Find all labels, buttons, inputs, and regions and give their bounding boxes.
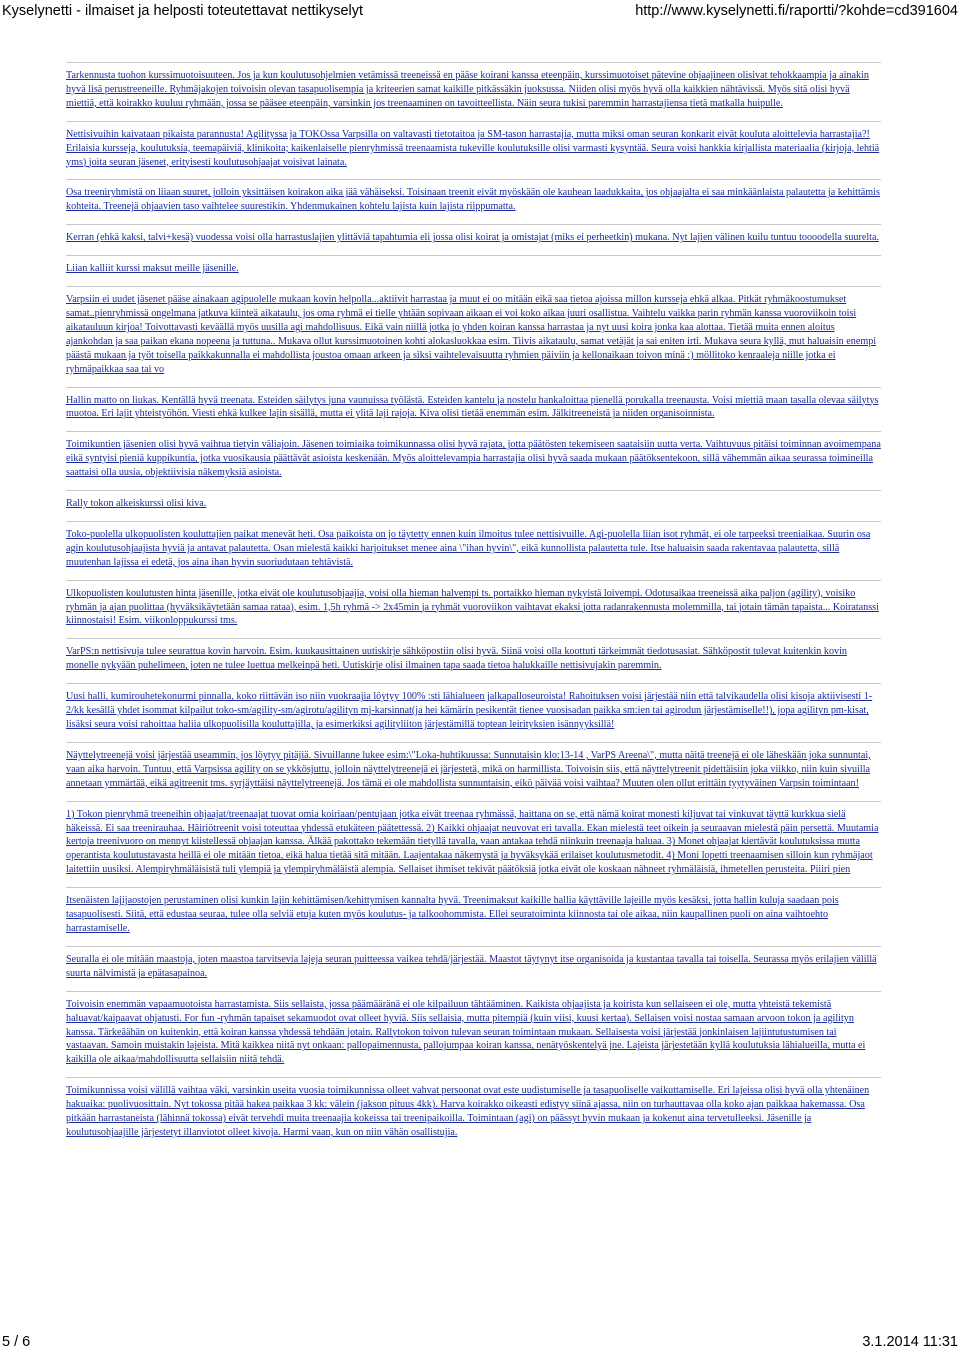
response-text[interactable]: Toko-puolella ulkopuolisten kouluttajien paikat menevät heti. Osa paikoista on jo täytetty ennen kuin ilmoitus tulee nettisivuille. Agi-puolella liian isot ryhmät, ei ole tarpeeksi treeniaikaa. Suurin osa agin koulutusohjaajista hyviä ja antavat palautetta. Osan mielestä kaikki harjoitukset menee aina \"ihan hyvin\", eikä kunnollista palautetta tule. Itse haluaisin saada rakentavaa palautetta, sillä muutenhan lajissa ei edetä, jos aina ihan hyvin suoriudutaan tehtävistä. bbox=[66, 528, 871, 568]
response-item bbox=[66, 683, 881, 742]
response-text[interactable]: Toimikunnissa voisi välillä vaihtaa väki, varsinkin useita vuosia toimikunnissa olleet vahvat persoonat ovat este uudistumiselle ja tasapuoliselle vaikuttamiselle. Eri lajeissa olisi hyvä olla yhtenäinen hakuaika: puolivuosittain. Nyt tokossa pitää hakea paikkaa 3 kk: välein (jakson pituus 4kk). Harva koirakko oikeasti edistyy siinä ajassa, niin on turhauttavaa olla koko ajan paikkaa hakemassa. Osa pitkään harrastaneista (lähinnä tokossa) eivät tervehdi muita treenaajia kokeissa tai treenipaikoilla. Toimintaan (agi) on päässyt hyvin mukaan ja kokenut aina tervetulleeksi. Jäsenille ja koulutusohjaajille järjestetyt illanviotot olleet kivoja. Harmi vaan, kun on niin vähän osallistujia. bbox=[66, 1085, 870, 1138]
print-header bbox=[0, 0, 960, 22]
response-text[interactable]: Osa treeniryhmistä on liiaan suuret, jolloin yksittäisen koirakon aika jää vähäiseksi. Toisinaan treenit eivät myöskään ole kauhean laadukkaita, jos ohjaajalta ei saa minkäänlaista palautetta ja kehittämis kohteita. Treenejä ohjaavien taso vaihtelee suurestikin. Yhdenmukainen kohtelu lajista kuin lajista riippumatta. bbox=[66, 187, 880, 213]
response-item bbox=[66, 224, 881, 255]
response-text[interactable]: Tarkennusta tuohon kurssimuotoisuuteen. Jos ja kun koulutusohjelmien vetämissä treeneissä en pääse koirani kanssa eteenpäin, kurssimuotoiset pätevine ohjaajineen olisivat tehokkaampia ja ainakin hyvä lisä perustreeneille. Ryhmäjakojen toivoisin olevan tasapuolisempia ja kriteerien samat kaikille pitkässäkin juoksussa. Niiden olisi myös hyvä olla kaikkien nähtävissä. Myös sitä olisi hyvä miettiä, että koirakko kuuluu ryhmään, jossa se pääsee eteenpäin, varsinkin jos treenaaminen on tavoitteellista. Näin seura tukisi paremmin harrastajiensa tietä matkalla huipulle. bbox=[66, 70, 869, 109]
response-text[interactable]: Liian kalliit kurssi maksut meille jäsenille. bbox=[66, 263, 239, 275]
page-url: http://www.kyselynetti.fi/raportti/?kohde=cd391604 bbox=[635, 3, 958, 19]
response-text[interactable]: Rally tokon alkeiskurssi olisi kiva. bbox=[66, 498, 207, 510]
response-text[interactable]: Seuralla ei ole mitään maastoja, joten maastoa tarvitsevia lajeja seuran puitteessa vaikea tehdä/järjestää. Maastot täytynyt itse organisoida ja kustantaa tavalla tai toisella. Seurassa myös erilajien välillä suurta nälvimistä ja epätasapainoa. bbox=[66, 953, 877, 979]
response-item bbox=[66, 946, 881, 991]
response-item bbox=[66, 742, 881, 801]
response-item bbox=[66, 887, 881, 946]
response-item bbox=[66, 580, 881, 639]
response-text[interactable]: Näyttelytreenejä voisi järjestää useammin, jos löytyy pitäjiä. Sivuillanne lukee esim:\"Loka-huhtikuussa: Sunnutaisin klo:13-14 , VarPS Areena\", mutta näitä treenejä ei ole läheskään joka sunnuntai, vaan aika harvoin. Tuntuu, että Varpsissa agility on se ykkösjuttu, jolloin näyttelytreenejä ei järjestetä, mikä on harmillista. Toivoisin siis, että näyttelytreenit pidettäisiin joka viikko, niin kuin sivuilla annetaan ymmärtää, eikä agitreenit tms. syrjäyttäisi näyttelytreenejä. Jos tämä ei ole mahdollista sunnuntaisin, eikö päivää voisi vaihtaa? Muuten olen ollut erittäin tyytyväinen Varpsin toimintaan! bbox=[66, 749, 871, 789]
response-item bbox=[66, 179, 881, 224]
response-item bbox=[66, 387, 881, 432]
print-datetime: 3.1.2014 11:31 bbox=[862, 1334, 958, 1350]
response-item bbox=[66, 431, 881, 490]
response-text[interactable]: Ulkopuolisten koulutusten hinta jäsenille, jotka eivät ole koulutusohjaajia, voisi olla hieman halvempi ts. portaikko hieman nykyistä loivempi. Odotusaikaa treeneissä aika paljon (agility), voisiko ryhmän ja ajan puolittaa (hyväksikäytetään samaa rataa), esim. 1,5h ryhmä -> 2x45min ja ryhmät vuoroviikon vaihtavat ekaksi jotta radanrakennusta molemmilla, tai jotain tämän tapaista... Koiratanssi kiinnostaisi! Esim. viikonloppukurssi tms. bbox=[66, 587, 879, 627]
response-item bbox=[66, 801, 881, 888]
response-text[interactable]: Uusi halli, kumirouhetekonurmi pinnalla, koko riittävän iso niin vuokraajia löytyy 100% :sti lähialueen jalkapalloseuroista! Rahoituksen voisi järjestää niin että talvikaudella olisi kisoja aktiivisesti 1-2/kk kesällä yhdet isommat kilpailut toko-sm/agility-sm/agirotu/agilityn mj-karsinnat(ja hei kämärin pesikentät tienee vuosisadan paikka sm:ien tai agirodun järjestämiselle!!), jopa agilityn pm-kisat, lisäksi seura voisi rahoittaa haliia ulkopuolisilla kouluttajilla, ja esimerkiksi agilityliiton järjestämillä toptean leirityksien isännyyksillä! bbox=[66, 691, 873, 730]
responses-list bbox=[66, 62, 881, 1150]
response-text[interactable]: Hallin matto on liukas. Kentällä hyvä treenata. Esteiden säilytys juna vaunuissa työlästä. Esteiden kantelu ja nostelu hankaloittaa pienellä porukalla treenausta. Voisi miettiä maan tasalla olevaa säilytys muotoa. Eri lajit yhteistyöhön. Viesti ehkä kulkee lajin sisällä, mutta ei ylitä laji rajoja. Kiva olisi tietää enemmän esim. Jälkitreeneistä ja niiden organisoinnista. bbox=[66, 394, 879, 420]
response-item bbox=[66, 255, 881, 286]
response-text[interactable]: Toimikuntien jäsenien olisi hyvä vaihtua tietyin väliajoin. Jäsenen toimiaika toimikunnassa olisi hyvä rajata, jotta päätösten tekemiseen saataisiin uutta verta. Vaihtuvuus pitäisi toiminnan avoimempana eikä syntyisi pieniä kuppikuntia, jotka vuosikausia päättävät asioista keskenään. Myös aloittelevampia harrastajia olisi hyvä saada mukaan päätöksentekoon, sillä vähemmän aikaa seurassa toimineilla saattaisi olla uusia, objektiivisia näkemyksiä asioista. bbox=[66, 439, 881, 479]
response-text[interactable]: Varpsiin ei uudet jäsenet pääse ainakaan agipuolelle mukaan kovin helpolla...aktiivit harrastaa ja muut ei oo mitään eikä saa tietoa ajoissa millon kursseja ehkä alkaa. Pitkät ryhmäkoostumukset samat..pienryhmissä ongelmana jatkuva kiinteä aikataulu, jos oma ryhmä ei tielle yhtään sopivaan aikaan ei voi koko aikaa juuri osallistua. Vaihtelu vaikka parin ryhmän kanssa vuoroviikoin toisi aikatauluun kirjoa! Toivottavasti keväällä myös uusilla agi mahdollisuus. Eikä vain niillä jotka jo yhden koiran kanssa harrastaa ja nyt uusi koira jonka kaa alottaa. Tietää muita ennen aloitus ajankohdan ja saa paikan ekana nopeena ja tuttuna.. Mukava ollut kurssimuotoinen kohti alokasluokkaa esim. Tiivis aikataulu, samat vetäjät ja sai eniten irti. Mukava seura kyllä, mut haluaisin enempi päästä mukaan ja työt toisella paikkakunnalla ei mahdollista joustoa omaan arkeen ja siksi vaihtelevaisuutta ryhmien päiviin ja kellonaikaan toivon minä :) möllitoko kenraaleja niille jotka ei ryhmäpaikkaa saa tai vo bbox=[66, 294, 877, 375]
response-item bbox=[66, 991, 881, 1078]
response-item bbox=[66, 521, 881, 580]
response-text[interactable]: Toivoisin enemmän vapaamuotoista harrastamista. Siis sellaista, jossa päämääränä ei ole kilpailuun tähtääminen. Kaikista ohjaajista ja koirista kun sellaiseen ei ole, mutta yhteistä tekemistä haluavat/kaipaavat ohjatusti. For fun -ryhmän tapaiset sekamuodot ovat olleet hyviä. Siis sellaisia, mutta pitempiä (kuin viisi, kuusi kertaa). Sellaisen voisi nostaa samaan arvoon tokon ja agilityn kanssa. Tärkeäähän on kuitenkin, että koiran kanssa yhdessä tehdään jotain. Rallytokon toivon tulevan seuran toimintaan mukaan. Sellaisesta voisi järjestää jonkinlaisen lajiintutustumisen tai vastaavan. Samoin muistakin lajeista. Mitä kaikkea niitä nyt onkaan: pallopaimennusta, pallojumpaa koiran kanssa, nenätyöskentelyä jne. Lajeista järjestetään kyllä koulutuksia lähialueilla, mutta ei kaikilla ole aikaa/mahdollisuutta sellaisiin niitä tehdä. bbox=[66, 998, 866, 1066]
response-item bbox=[66, 62, 881, 121]
response-text[interactable]: VarPS:n nettisivuja tulee seurattua kovin harvoin. Esim. kuukausittainen uutiskirje sähköpostiin olisi hyvä. Siinä voisi olla koottuti tärkeimmät tiedotusasiat. Sähköpostit tulevat kuitenkin kovin monelle nykyään puhelimeen, joten ne tulee luettua melkeinpä heti. Uutiskirje olisi ilmainen tapa saada tietoa halukkaille nettisivujakin paremmin. bbox=[66, 646, 847, 672]
page-title: Kyselynetti - ilmaiset ja helposti toteutettavat nettikyselyt bbox=[2, 3, 364, 19]
response-item bbox=[66, 286, 881, 386]
response-item bbox=[66, 490, 881, 521]
response-item bbox=[66, 638, 881, 683]
response-text[interactable]: Nettisivuihin kaivataan pikaista parannusta! Agilityssa ja TOKOssa Varpsilla on valtavasti tietotaitoa ja SM-tason harrastajia, mutta miksi oman seuran konkarit eivät kouluta aloittelevia harrastajia?! Erilaisia kursseja, koulutuksia, teemapäiviä, klinikoita; kaikenlaiselle pienryhmissä treenaamista tukeville koulutuksille olisi varmasti kysyntää. Seura voisi hankkia kirjallista materiaalia (kirjoja, lehtiä yms) joita seuran jäsenet, erityisesti koulutusohjaajat voisivat lainata. bbox=[66, 128, 880, 168]
response-item bbox=[66, 1077, 881, 1150]
print-footer bbox=[0, 1332, 960, 1352]
response-text[interactable]: Kerran (ehkä kaksi, talvi+kesä) vuodessa voisi olla harrastuslajien ylittäviä tapahtumia eli jossa olisi koirat ja omistajat (miks ei perheetkin) mukana. Nyt lajien välinen kuilu tuntuu toooodella suurelta. bbox=[66, 232, 879, 244]
response-text[interactable]: Itsenäisten lajijaostojen perustaminen olisi kunkin lajin kehittämisen/kehittymisen kannalta hyvä. Treenimaksut kaikille hallia käyttäville lajeille myös kesäksi, jotta hallin kuluja saadaan pois tasapuolisesti. Siitä, että edustaa seuraa, tulee olla selviä etuja kuten myös koulutus- ja talkoohommista. Ellei seuratoiminta kiinnosta tai ole aikaa, niin kaupallinen puoli on aina vaihtoehto harrastamiselle. bbox=[66, 895, 839, 934]
page-number: 5 / 6 bbox=[2, 1334, 31, 1350]
response-text[interactable]: 1) Tokon pienryhmä treeneihin ohjaajat/treenaajat tuovat omia koiriaan/pentujaan jotka eivät treenaa ryhmässä, haittana on se, että nämä koirat monesti kiljuvat tai vinkuvat täyttä kurkkua sielä häkeissä. Ei saa treenirauhaa. Häiriötreenit voisi toteuttaa yhdessä etukäteen päätettessä. 2) Kaikki ohjaajat neuvovat eri tavalla. Ekan mielestä teet oikein ja seuraavan mielestä päin persettä. Muutamia kertoja treenivuoro on mennyt kiistellessä ohjaajan kanssa. Älkää pakottako tekemään tietyllä tavalla, vaan antakaa tehdä niinkuin treenaaja haluaa. 3) Monet ohjaajat kiertävät koulutuksissa mutta operantista koulutustavasta heillä ei ole mitään tietoa, eikä halua tietää sitä mitään. Laajentakaa näkemystä ja hyväksykää erilaiset koulutusmetodit. 4) Moni lopetti treenaamisen silloin kun ryhmäjaot laitettiin uusiksi. Alempiryhmäläisistä tuli ylempiä ja ylempiryhmäläistä alempia. Sellaiset ihmiset tekivät päätöksiä jotka eivät ole koskaan nähneet ryhmäläisiä, ihmetellen perusteita. Piiiri pien bbox=[66, 808, 879, 876]
response-item bbox=[66, 121, 881, 180]
